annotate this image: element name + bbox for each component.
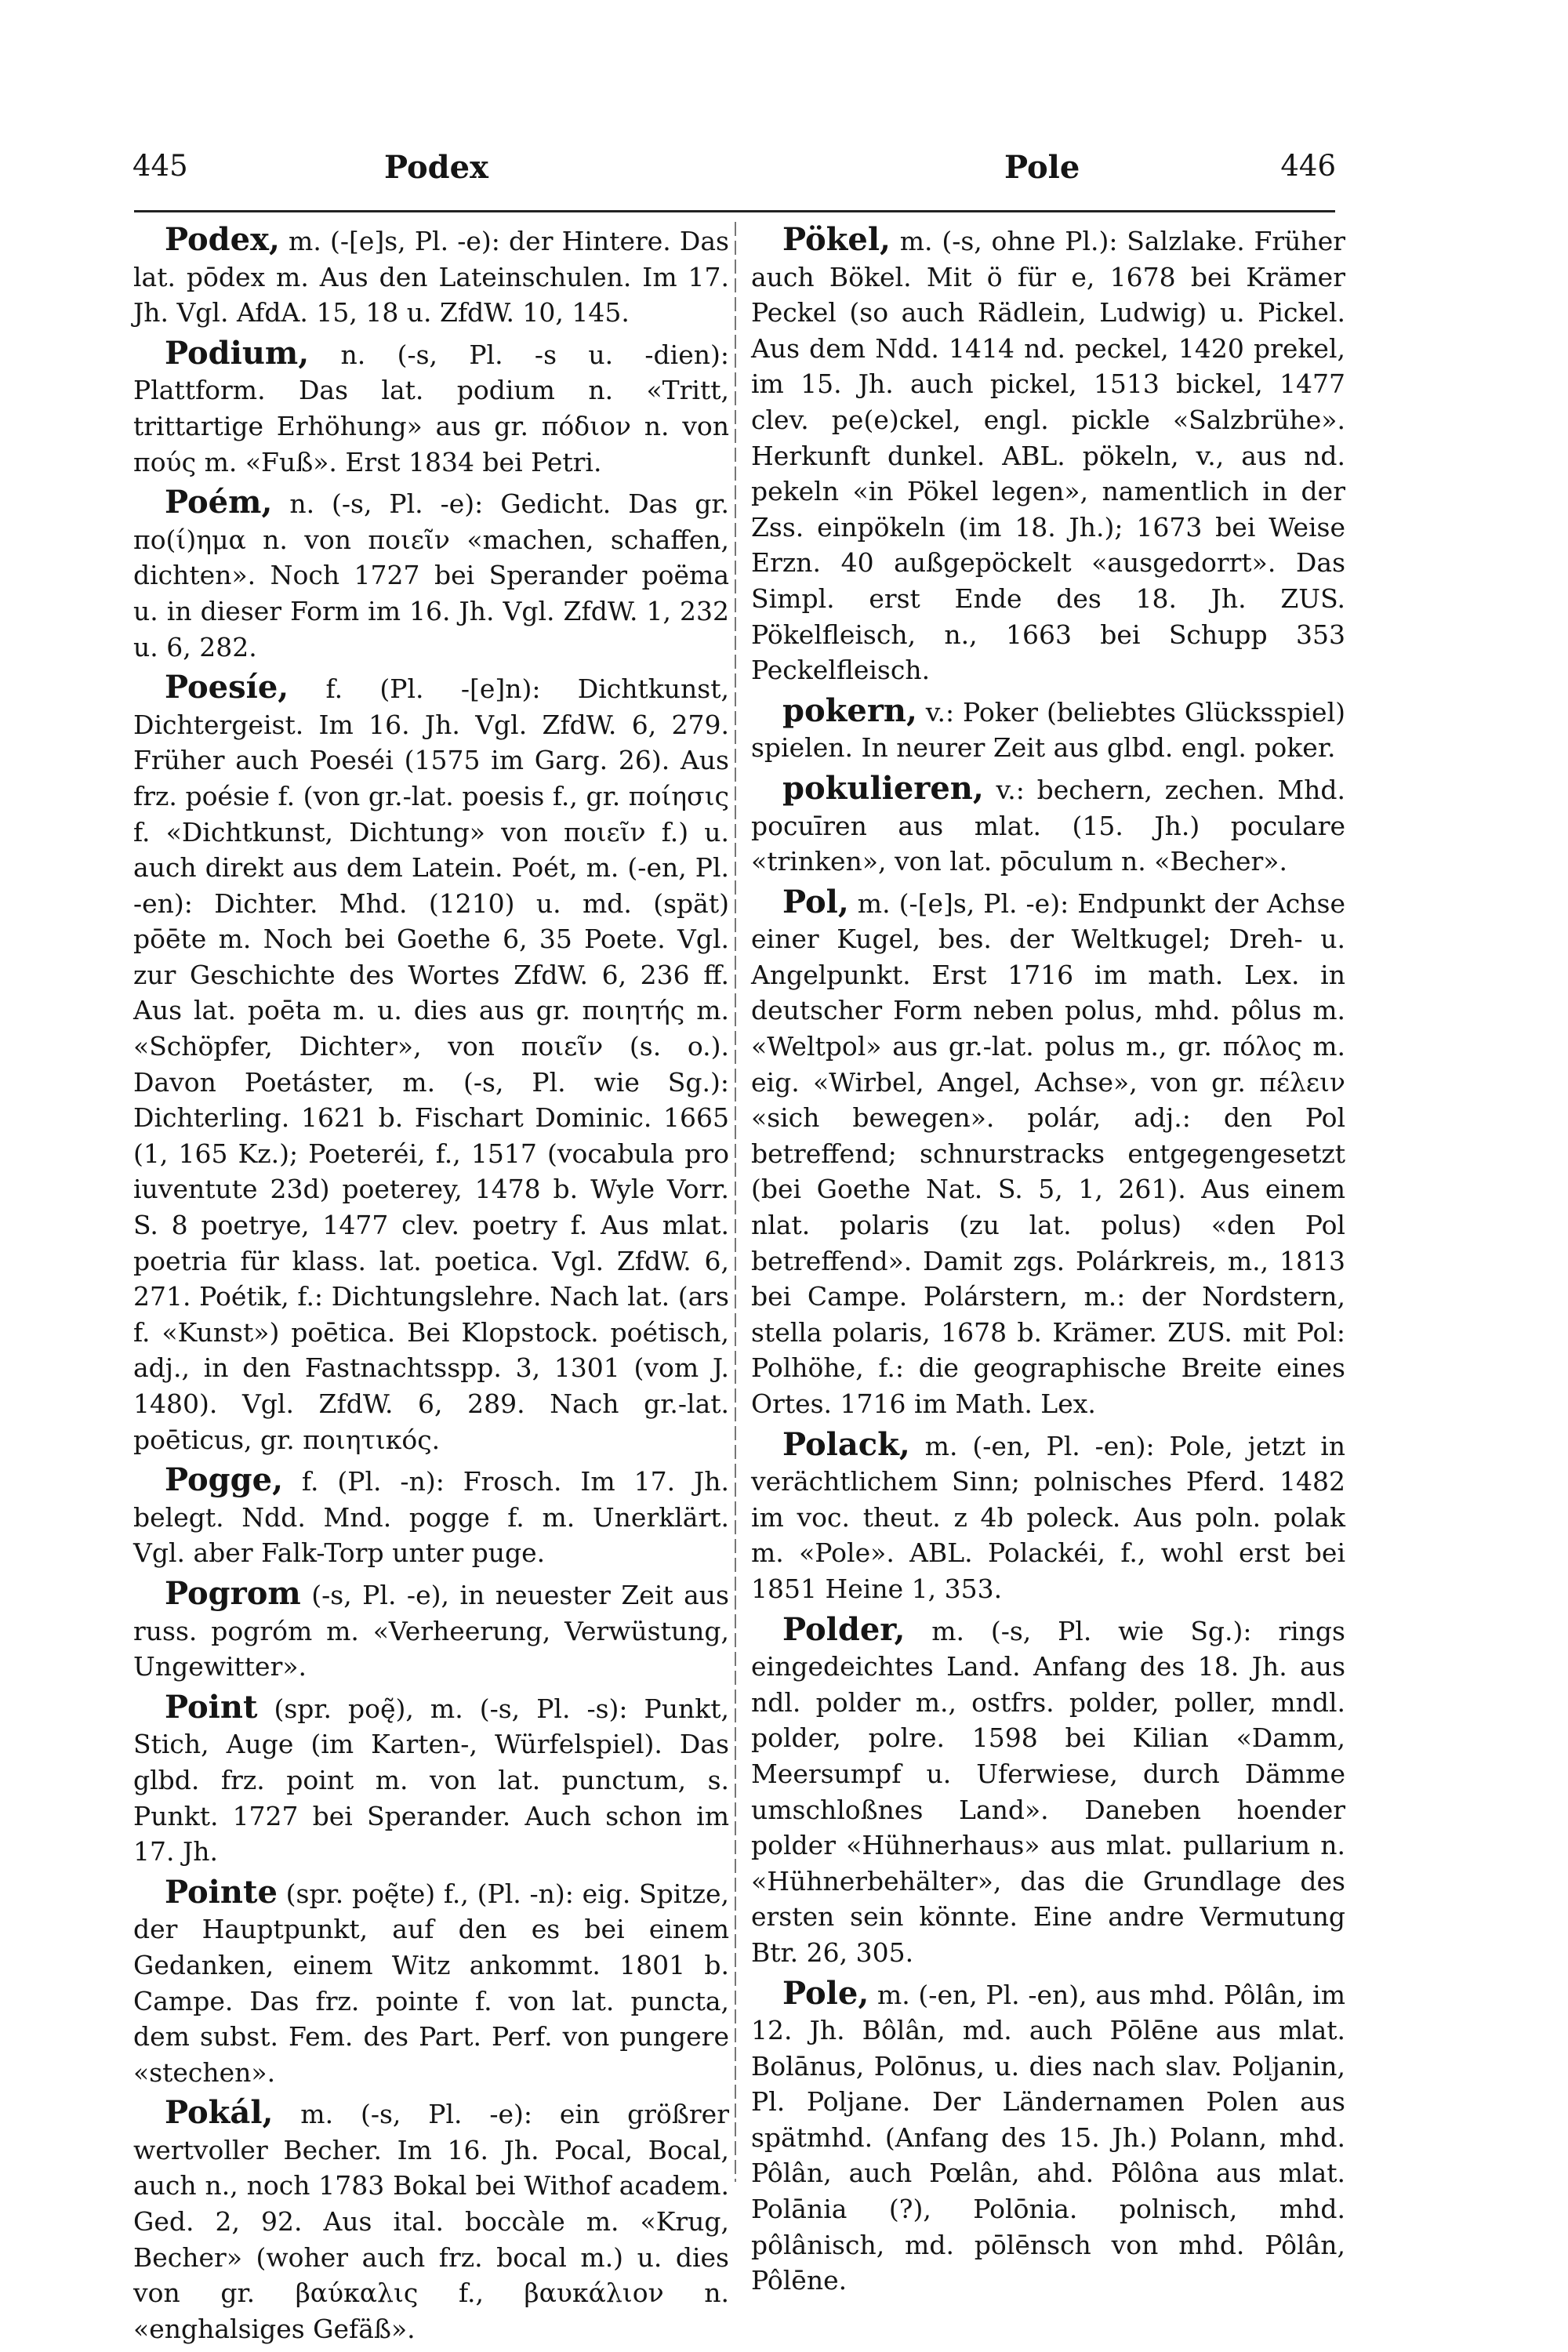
entry-headword: Podex, [165, 221, 280, 258]
entry-headword: Pogge, [165, 1461, 283, 1499]
entry-text: v.: Poker (beliebtes Glücksspiel) spielen. In neurer Zeit aus glbd. engl. poker. [751, 696, 1345, 764]
entry-text: m. (-en, Pl. -en), aus mhd. Pôlân, im 12. Jh. Bôlân, md. auch Pōlēne aus mlat. Bolānus, Polōnus, u. dies nach slav. Poljanin, Pl. Poljane. Der Ländernamen Polen aus spätmhd. (Anfang des 15. Jh.) Polann, mhd. Pôlân, auch Pœlân, ahd. Pôlôna aus mlat. Polānia (?), Polōnia. polnisch, mhd. pôlânisch, md. pōlēnsch von mhd. Pôlân, Pôlēne. [751, 1979, 1345, 2296]
dictionary-entry [751, 693, 1345, 766]
running-header [132, 149, 1336, 196]
dictionary-entry [751, 884, 1345, 1422]
entry-headword: pokulieren, [782, 769, 984, 807]
left-page-number: 445 [132, 149, 188, 183]
dictionary-entry [133, 336, 729, 480]
dictionary-entry [133, 222, 729, 331]
entry-headword: Pökel, [782, 221, 891, 258]
dictionary-entry [751, 1976, 1345, 2299]
entry-headword: Pol, [782, 883, 849, 920]
entry-text: (spr. poę̃), m. (-s, Pl. -s): Punkt, Stich, Auge (im Karten-, Würfelspiel). Das glbd. frz. point m. von lat. punctum, s. Punkt. 1727 bei Sperander. Auch schon im 17. Jh. [133, 1693, 729, 1867]
dictionary-entry [133, 1576, 729, 1685]
right-page-number: 446 [1280, 149, 1336, 183]
entry-headword: Point [165, 1688, 258, 1726]
entry-headword: pokern, [782, 691, 917, 729]
dictionary-entry [751, 1427, 1345, 1607]
entry-text: (spr. poę̃te) f., (Pl. -n): eig. Spitze, der Hauptpunkt, auf den es bei einem Gedanken, einem Witz ankommt. 1801 b. Campe. Das frz. pointe f. von lat. puncta, dem subst. Fem. des Part. Perf. von pungere «stechen». [133, 1878, 729, 2088]
dictionary-entry [751, 222, 1345, 688]
right-running-keyword: Pole [1004, 149, 1080, 186]
entry-text: m. (-s, ohne Pl.): Salzlake. Früher auch Bökel. Mit ö für e, 1678 bei Krämer Peckel (so auch Rädlein, Ludwig) u. Pickel. Aus dem Ndd. 1414 nd. peckel, 1420 prekel, im 15. Jh. auch pickel, 1513 bickel, 1477 clev. pe(e)ckel, engl. pickle «Salzbrühe». Herkunft dunkel. ABL. pökeln, v., aus nd. pekeln «in Pökel legen», namentlich in der Zss. einpökeln (im 18. Jh.); 1673 bei Weise Erzn. 40 außgepöckelt «ausgedorrt». Das Simpl. erst Ende des 18. Jh. ZUS. Pökelfleisch, n., 1663 bei Schupp 353 Peckelfleisch. [751, 226, 1345, 686]
dictionary-entry [133, 670, 729, 1457]
dictionary-entry [133, 1875, 729, 2091]
entry-text: m. (-[e]s, Pl. -e): Endpunkt der Achse einer Kugel, bes. der Weltkugel; Dreh- u. Angelpunkt. Erst 1716 im math. Lex. in deutscher Form neben polus, mhd. pôlus m. «Weltpol» aus gr.-lat. polus m., gr. πόλος m. eig. «Wirbel, Angel, Achse», von gr. πέλειν «sich bewegen». polár, adj.: den Pol betreffend; schnurstracks entgegengesetzt (bei Goethe Nat. S. 5, 1, 261). Aus einem nlat. polaris (zu lat. polus) «den Pol betreffend». Damit zgs. Polárkreis, m., 1813 bei Campe. Polárstern, m.: der Nordstern, stella polaris, 1678 b. Krämer. ZUS. mit Pol: Polhöhe, f.: die geographische Breite eines Ortes. 1716 im Math. Lex. [751, 887, 1345, 1419]
entry-headword: Pogrom [165, 1574, 301, 1612]
header-rule [134, 210, 1335, 212]
entry-headword: Pointe [165, 1873, 278, 1911]
entry-text: f. (Pl. -[e]n): Dichtkunst, Dichtergeist. Im 16. Jh. Vgl. ZfdW. 6, 279. Früher auch Poeséi (1575 im Garg. 26). Aus frz. poésie f. (von gr.-lat. poesis f., gr. ποίησις f. «Dichtkunst, Dichtung» von ποιεῖν f.) u. auch direkt aus dem Latein. Poét, m. (-en, Pl. -en): Dichter. Mhd. (1210) u. md. (spät) pōēte m. Noch bei Goethe 6, 35 Poete. Vgl. zur Geschichte des Wortes ZfdW. 6, 236 ff. Aus lat. poēta m. u. dies aus gr. ποιητής m. «Schöpfer, Dichter», von ποιεῖν (s. o.). Davon Poetáster, m. (-s, Pl. wie Sg.): Dichterling. 1621 b. Fischart Dominic. 1665 (1, 165 Kz.); Poeteréi, f., 1517 (vocabula pro iuventute 23d) poeterey, 1478 b. Wyle Vorr. S. 8 poetrye, 1477 clev. poetry f. Aus mlat. poetria für klass. lat. poetica. Vgl. ZfdW. 6, 271. Poétik, f.: Dichtungslehre. Nach lat. (ars f. «Kunst») poētica. Bei Klopstock. poétisch, adj., in den Fastnachtsspp. 3, 1301 (vom J. 1480). Vgl. ZfdW. 6, 289. Nach gr.-lat. poēticus, gr. ποιητικός. [133, 673, 729, 1455]
entry-text: m. (-[e]s, Pl. -e): der Hintere. Das lat. pōdex m. Aus den Lateinschulen. Im 17. Jh. Vgl. AfdA. 15, 18 u. ZfdW. 10, 145. [133, 226, 729, 328]
entry-text: f. (Pl. -n): Frosch. Im 17. Jh. belegt. Ndd. Mnd. pogge f. m. Unerklärt. Vgl. aber Falk-Torp unter puge. [133, 1466, 729, 1569]
entry-headword: Poesíe, [165, 669, 289, 706]
entry-headword: Polack, [782, 1425, 910, 1463]
dictionary-entry [751, 1612, 1345, 1971]
dictionary-entry [133, 485, 729, 665]
entry-text: n. (-s, Pl. -s u. -dien): Plattform. Das lat. podium n. «Tritt, trittartige Erhöhung» aus gr. πόδιον n. von πούς m. «Fuß». Erst 1834 bei Petri. [133, 339, 729, 477]
entry-headword: Poém, [165, 484, 273, 521]
entry-text: m. (-s, Pl. -e): ein größrer wertvoller Becher. Im 16. Jh. Pocal, Bocal, auch n., noch 1783 Bokal bei Withof academ. Ged. 2, 92. Aus ital. boccàle m. «Krug, Becher» (woher auch frz. bocal m.) u. dies von gr. βαύκαλις f., βαυκάλιον n. «enghalsiges Gefäß». [133, 2099, 729, 2344]
entry-headword: Polder, [782, 1610, 906, 1648]
dictionary-entry [133, 1462, 729, 1571]
entry-headword: Pokál, [165, 2094, 274, 2132]
entry-text: m. (-s, Pl. wie Sg.): rings eingedeichtes Land. Anfang des 18. Jh. aus ndl. polder m., ostfrs. polder, poller, mndl. polder, polre. 1598 bei Kilian «Damm, Meersumpf u. Uferwiese, durch Dämme umschloßnes Land». Daneben hoender polder «Hühnerhaus» aus mlat. pullarium n. «Hühnerbehälter», das die Grundlage des ersten sein könnte. Eine andre Vermutung Btr. 26, 305. [751, 1615, 1345, 1968]
dictionary-entry [751, 771, 1345, 880]
left-running-keyword: Podex [384, 149, 488, 186]
entry-headword: Podium, [165, 334, 310, 372]
dictionary-entry [133, 2095, 729, 2347]
entry-headword: Pole, [782, 1974, 869, 2012]
dictionary-entry [133, 1690, 729, 1870]
entry-text: v.: bechern, zechen. Mhd. pocuīren aus mlat. (15. Jh.) poculare «trinken», von lat. pōculum n. «Becher». [751, 774, 1345, 877]
column-divider [735, 222, 736, 2182]
right-column [751, 222, 1345, 2307]
entry-text: n. (-s, Pl. -e): Gedicht. Das gr. πο(ί)ημα n. von ποιεῖν «machen, schaffen, dichten». Noch 1727 bei Sperander poëma u. in dieser Form im 16. Jh. Vgl. ZfdW. 1, 232 u. 6, 282. [133, 488, 729, 662]
left-column [133, 221, 729, 2344]
entry-text: m. (-en, Pl. -en): Pole, jetzt in verächtlichem Sinn; polnisches Pferd. 1482 im voc. theut. z 4b poleck. Aus poln. polak m. «Pole». ABL. Polackéi, f., wohl erst bei 1851 Heine 1, 353. [751, 1430, 1345, 1604]
entry-text: (-s, Pl. -e), in neuester Zeit aus russ. pogróm m. «Verheerung, Verwüstung, Ungewitter». [133, 1579, 729, 1682]
